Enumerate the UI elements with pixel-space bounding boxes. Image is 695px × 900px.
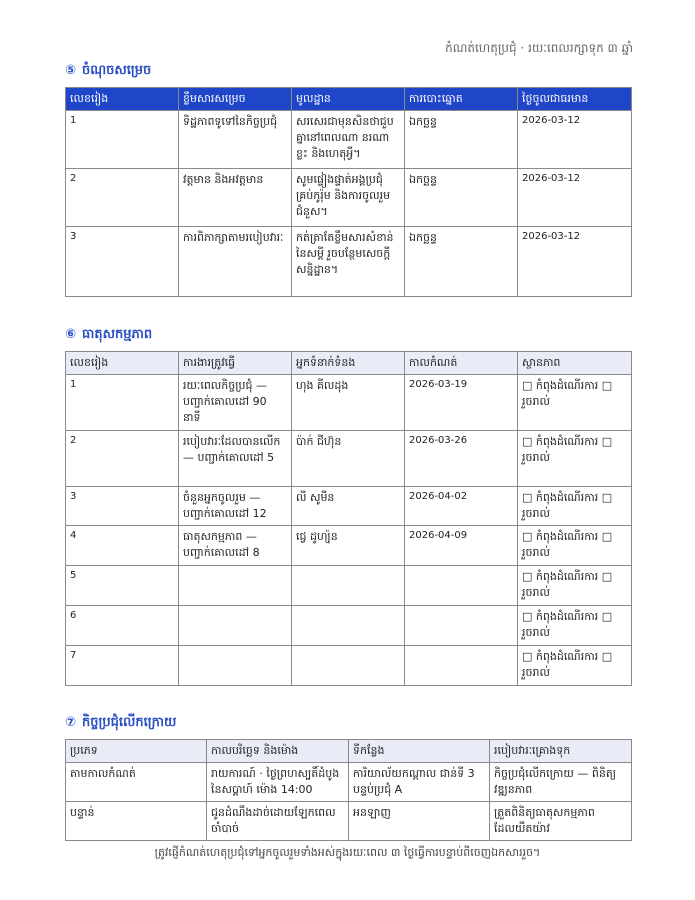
table-cell: 2026-03-19: [405, 374, 518, 430]
table-row: [66, 605, 632, 645]
section-number: ⑥: [65, 327, 77, 342]
section-number: ⑦: [65, 715, 77, 730]
table-cell: [405, 645, 518, 685]
section-title-actions: [65, 326, 152, 345]
table-cell: ការិយាល័យកណ្តាល ជាន់ទី 3 បន្ទប់ប្រជុំ A: [349, 762, 490, 801]
table-row: [66, 801, 632, 840]
table-row: [66, 110, 632, 168]
table-cell: [405, 565, 518, 605]
table-cell: [405, 605, 518, 645]
table-header-row: [66, 88, 632, 111]
table-cell: 3: [66, 486, 179, 525]
table-cell: លី សូមីន: [292, 486, 405, 525]
table-cell: បន្ទាន់: [66, 801, 207, 840]
table-cell: [292, 605, 405, 645]
table-cell: 5: [66, 565, 179, 605]
table-cell: តាមកាលកំណត់: [66, 762, 207, 801]
column-header: របៀបវារៈគ្រោងទុក: [490, 740, 632, 763]
table-cell: វត្តមាន និងអវត្តមាន: [179, 168, 292, 226]
table-row: [66, 645, 632, 685]
table-cell: ជ្វេ ដូហ្យ៉ុន: [292, 525, 405, 565]
table-cell: ប៉ាក់ ជីហ៊ុន: [292, 430, 405, 486]
column-header: អ្នកទំនាក់ទំនង: [292, 352, 405, 375]
column-header: ការបោះឆ្នោត: [405, 88, 518, 111]
table-cell: 2026-04-02: [405, 486, 518, 525]
table-cell: [179, 565, 292, 605]
table-header-row: [66, 740, 632, 763]
table-cell: ទិដ្ឋភាពទូទៅនៃកិច្ចប្រជុំ: [179, 110, 292, 168]
table-row: [66, 762, 632, 801]
table-row: [66, 565, 632, 605]
status-cell: □ កំពុងដំណើរការ □ រួចរាល់: [518, 645, 632, 685]
table-cell: 2: [66, 168, 179, 226]
section-title-text: ចំណុចសម្រេច: [82, 63, 152, 78]
table-row: [66, 168, 632, 226]
table-cell: អនឡាញ: [349, 801, 490, 840]
table-cell: សូមផ្ទៀងផ្ទាត់អង្គប្រជុំគ្រប់កូរ៉ុម និងការចូលរួមជំនួស។: [292, 168, 405, 226]
section-title-decisions: [65, 62, 151, 81]
status-cell: □ កំពុងដំណើរការ □ រួចរាល់: [518, 486, 632, 525]
table-cell: 2026-03-26: [405, 430, 518, 486]
table-row: [66, 430, 632, 486]
table-cell: សរសេរជាមុនសិនថាជួបគ្នានៅពេលណា នរណាខ្លះ និងហេតុអ្វី។: [292, 110, 405, 168]
column-header: លេខរៀង: [66, 352, 179, 375]
next-meeting-table: [65, 739, 632, 841]
table-cell: 1: [66, 110, 179, 168]
column-header: កាលបរិច្ឆេទ និងម៉ោង: [207, 740, 349, 763]
table-cell: 2026-04-09: [405, 525, 518, 565]
status-cell: □ កំពុងដំណើរការ □ រួចរាល់: [518, 430, 632, 486]
table-cell: របៀបវារៈដែលបានលើក — បញ្ជាក់គោលដៅ 5: [179, 430, 292, 486]
table-cell: 1: [66, 374, 179, 430]
table-cell: ការពិភាក្សាតាមរបៀបវារៈ: [179, 226, 292, 296]
table-cell: 7: [66, 645, 179, 685]
table-cell: 4: [66, 525, 179, 565]
table-header-row: [66, 352, 632, 375]
table-cell: 6: [66, 605, 179, 645]
table-cell: រាយការណ៍ · ថ្ងៃព្រហស្បតិ៍ដំបូងនៃសប្តាហ៍ ម៉ោង 14:00: [207, 762, 349, 801]
table-row: [66, 374, 632, 430]
table-cell: កិច្ចប្រជុំលើកក្រោយ — ពិនិត្យវឌ្ឍនភាព: [490, 762, 632, 801]
column-header: ថ្ងៃចូលជាធរមាន: [518, 88, 632, 111]
table-cell: 2: [66, 430, 179, 486]
table-cell: រយៈពេលកិច្ចប្រជុំ — បញ្ជាក់គោលដៅ 90 នាទី: [179, 374, 292, 430]
table-cell: [179, 645, 292, 685]
table-row: [66, 226, 632, 296]
table-cell: ជូនដំណឹងដាច់ដោយឡែកពេលចាំបាច់: [207, 801, 349, 840]
table-cell: [179, 605, 292, 645]
document-footer: ត្រូវផ្ញើកំណត់ហេតុប្រជុំទៅអ្នកចូលរួមទាំងអស់ក្នុងរយៈពេល ៣ ថ្ងៃធ្វើការបន្ទាប់ពីចេញឯកសាររួច។: [154, 846, 541, 859]
column-header: ខ្លឹមសារសម្រេច: [179, 88, 292, 111]
table-cell: 2026-03-12: [518, 110, 632, 168]
table-cell: 2026-03-12: [518, 226, 632, 296]
table-cell: ធាតុសកម្មភាព — បញ្ជាក់គោលដៅ 8: [179, 525, 292, 565]
table-cell: ឯកច្ឆន្ទ: [405, 226, 518, 296]
document-header: កំណត់ហេតុប្រជុំ · រយៈពេលរក្សាទុក ៣ ឆ្នាំ: [445, 41, 633, 55]
section-title-text: កិច្ចប្រជុំលើកក្រោយ: [82, 715, 177, 730]
table-row: [66, 525, 632, 565]
status-cell: □ កំពុងដំណើរការ □ រួចរាល់: [518, 605, 632, 645]
status-cell: □ កំពុងដំណើរការ □ រួចរាល់: [518, 525, 632, 565]
status-cell: □ កំពុងដំណើរការ □ រួចរាល់: [518, 374, 632, 430]
table-cell: [292, 645, 405, 685]
table-cell: ឯកច្ឆន្ទ: [405, 110, 518, 168]
table-row: [66, 486, 632, 525]
column-header: ទីកន្លែង: [349, 740, 490, 763]
table-cell: ហុង គីលដុង: [292, 374, 405, 430]
table-cell: កត់ត្រាតែខ្លឹមសារសំខាន់នៃសម្តី រួចបន្ថែមសេចក្តីសន្និដ្ឋាន។: [292, 226, 405, 296]
column-header: មូលដ្ឋាន: [292, 88, 405, 111]
status-cell: □ កំពុងដំណើរការ □ រួចរាល់: [518, 565, 632, 605]
column-header: ប្រភេទ: [66, 740, 207, 763]
table-cell: ត្រួតពិនិត្យធាតុសកម្មភាពដែលយឺតយ៉ាវ: [490, 801, 632, 840]
column-header: ស្ថានភាព: [518, 352, 632, 375]
decisions-table: [65, 87, 632, 297]
table-cell: [292, 565, 405, 605]
section-title-text: ធាតុសកម្មភាព: [82, 327, 153, 342]
table-cell: ឯកច្ឆន្ទ: [405, 168, 518, 226]
action-items-table: [65, 351, 632, 686]
column-header: កាលកំណត់: [405, 352, 518, 375]
section-title-next-meeting: [65, 714, 176, 733]
table-cell: 2026-03-12: [518, 168, 632, 226]
column-header: លេខរៀង: [66, 88, 179, 111]
section-number: ⑤: [65, 63, 77, 78]
table-cell: 3: [66, 226, 179, 296]
table-cell: ចំនួនអ្នកចូលរួម — បញ្ជាក់គោលដៅ 12: [179, 486, 292, 525]
column-header: ការងារត្រូវធ្វើ: [179, 352, 292, 375]
